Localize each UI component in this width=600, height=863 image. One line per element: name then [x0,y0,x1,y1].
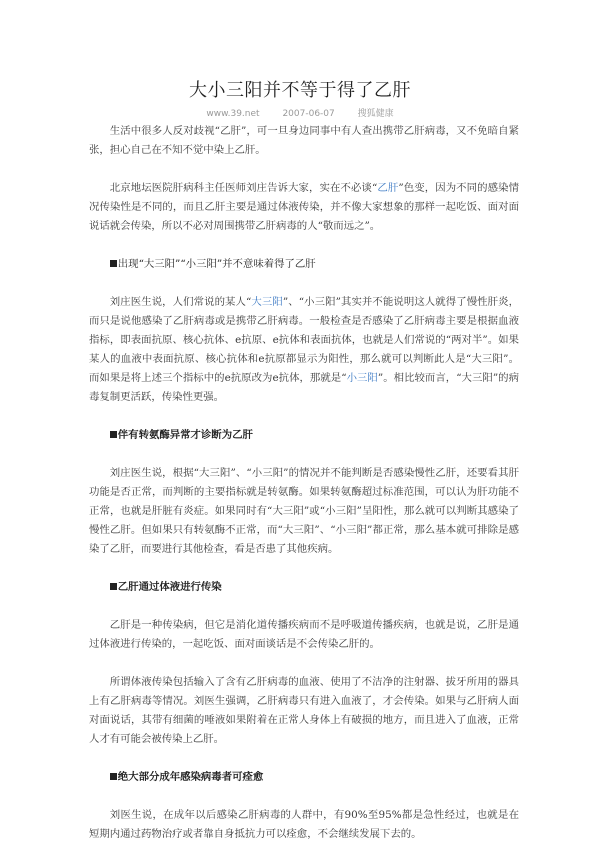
link-da-sanyang[interactable]: 大三阳 [251,296,283,308]
square-bullet-icon [110,431,117,438]
section-heading [89,426,519,445]
square-bullet-icon [110,260,117,267]
article-source: www.39.net [206,109,260,119]
article-date: 2007-06-07 [282,109,335,119]
section-heading-text: 出现“大三阳”“小三阳”并不意味着得了乙肝 [117,258,316,270]
link-xiao-sanyang[interactable]: 小三阳 [346,372,378,384]
paragraph-text: ”色变，因为不同的感染情况传染性是不同的，而且乙肝主要是通过体液传染，并不像大家想象的那样一起吃饭、面对面说话就会传染，所以不必对周围携带乙肝病毒的人“敬而远之”。 [89,182,520,232]
section-heading [89,255,519,274]
paragraph-enzyme: 刘庄医生说，根据“大三阳”、“小三阳”的情况并不能判断是否感染慢性乙肝，还要看其肝功能是否正常，而判断的主要指标就是转氨酶。如果转氨酶超过标准范围，可以认为肝功能不正常，也就是肝脏有炎症。如果同时有“大三阳”或“小三阳”呈阳性，那么就可以判断其感染了慢性乙肝。但如果只有转氨酶不正常，而“大三阳”、“小三阳”都正常，那么基本就可排除是感染了乙肝，而要进行其他检查，看是否患了其他疾病。 [89,467,519,555]
section-heading [89,578,519,597]
section-heading-text: 绝大部分成年感染病毒者可痊愈 [117,771,264,783]
paragraph-text: 北京地坛医院肝病科主任医师刘庄告诉大家，实在不必谈“ [109,182,378,194]
link-yigan[interactable]: 乙肝 [377,182,399,194]
article-title: 大小三阳并不等于得了乙肝 [189,80,411,101]
paragraph-body-fluid: 所谓体液传染包括输入了含有乙肝病毒的血液、使用了不洁净的注射器、拔牙所用的器具上有乙肝病毒等情况。刘医生强调，乙肝病毒只有进入血液了，才会传染。如果与乙肝病人面对面说话，其带有细菌的唾液如果附着在正常人身体上有破损的地方，而且进入了血液，正常人才有可能会被传染上乙肝。 [89,676,519,745]
square-bullet-icon [110,773,117,780]
paragraph-recovery: 刘医生说，在成年以后感染乙肝病毒的人群中，有90%至95%都是急性经过，也就是在短期内通过药物治疗或者靠自身抵抗力可以痊愈，不会继续发展下去的。 [89,809,519,840]
paragraph-text: 刘庄医生说，人们常说的某人“ [109,296,252,308]
article-tag: 搜狐健康 [357,109,394,119]
article-body [89,122,519,863]
paragraph-transmission: 乙肝是一种传染病，但它是消化道传播疾病而不是呼吸道传播疾病，也就是说，乙肝是通过体液进行传染的，一起吃饭、面对面谈话是不会传染乙肝的。 [89,619,519,650]
paragraph-intro: 生活中很多人反对歧视“乙肝”，可一旦身边同事中有人查出携带乙肝病毒，又不免暗自紧张，担心自己在不知不觉中染上乙肝。 [89,125,519,156]
paragraph-text: ”、“小三阳”其实并不能说明这人就得了慢性肝炎，而只是说他感染了乙肝病毒或是携带乙肝病毒。一般检查是否感染了乙肝病毒主要是根据血液指标，即表面抗原、核心抗体、e抗原、e抗体和表面抗体，也就是人们常说的“两对半”。如果某人的血液中表面抗原、核心抗体和e抗原都显示为阳性，那么就可以判断此人是“大三阳”。而如果是将上述三个指标中的e抗原改为e抗体，那就是“ [89,296,520,384]
square-bullet-icon [110,583,117,590]
paragraph-sanyang [89,293,519,407]
section-heading-text: 伴有转氨酶异常才诊断为乙肝 [117,429,253,441]
article-meta [0,106,600,119]
paragraph-text: ”。相比较而言，“大三阳”的病毒复制更活跃，传染性更强。 [89,372,520,403]
section-heading [89,768,519,787]
paragraph-doctor-intro [89,179,519,236]
section-heading-text: 乙肝通过体液进行传染 [117,581,222,593]
